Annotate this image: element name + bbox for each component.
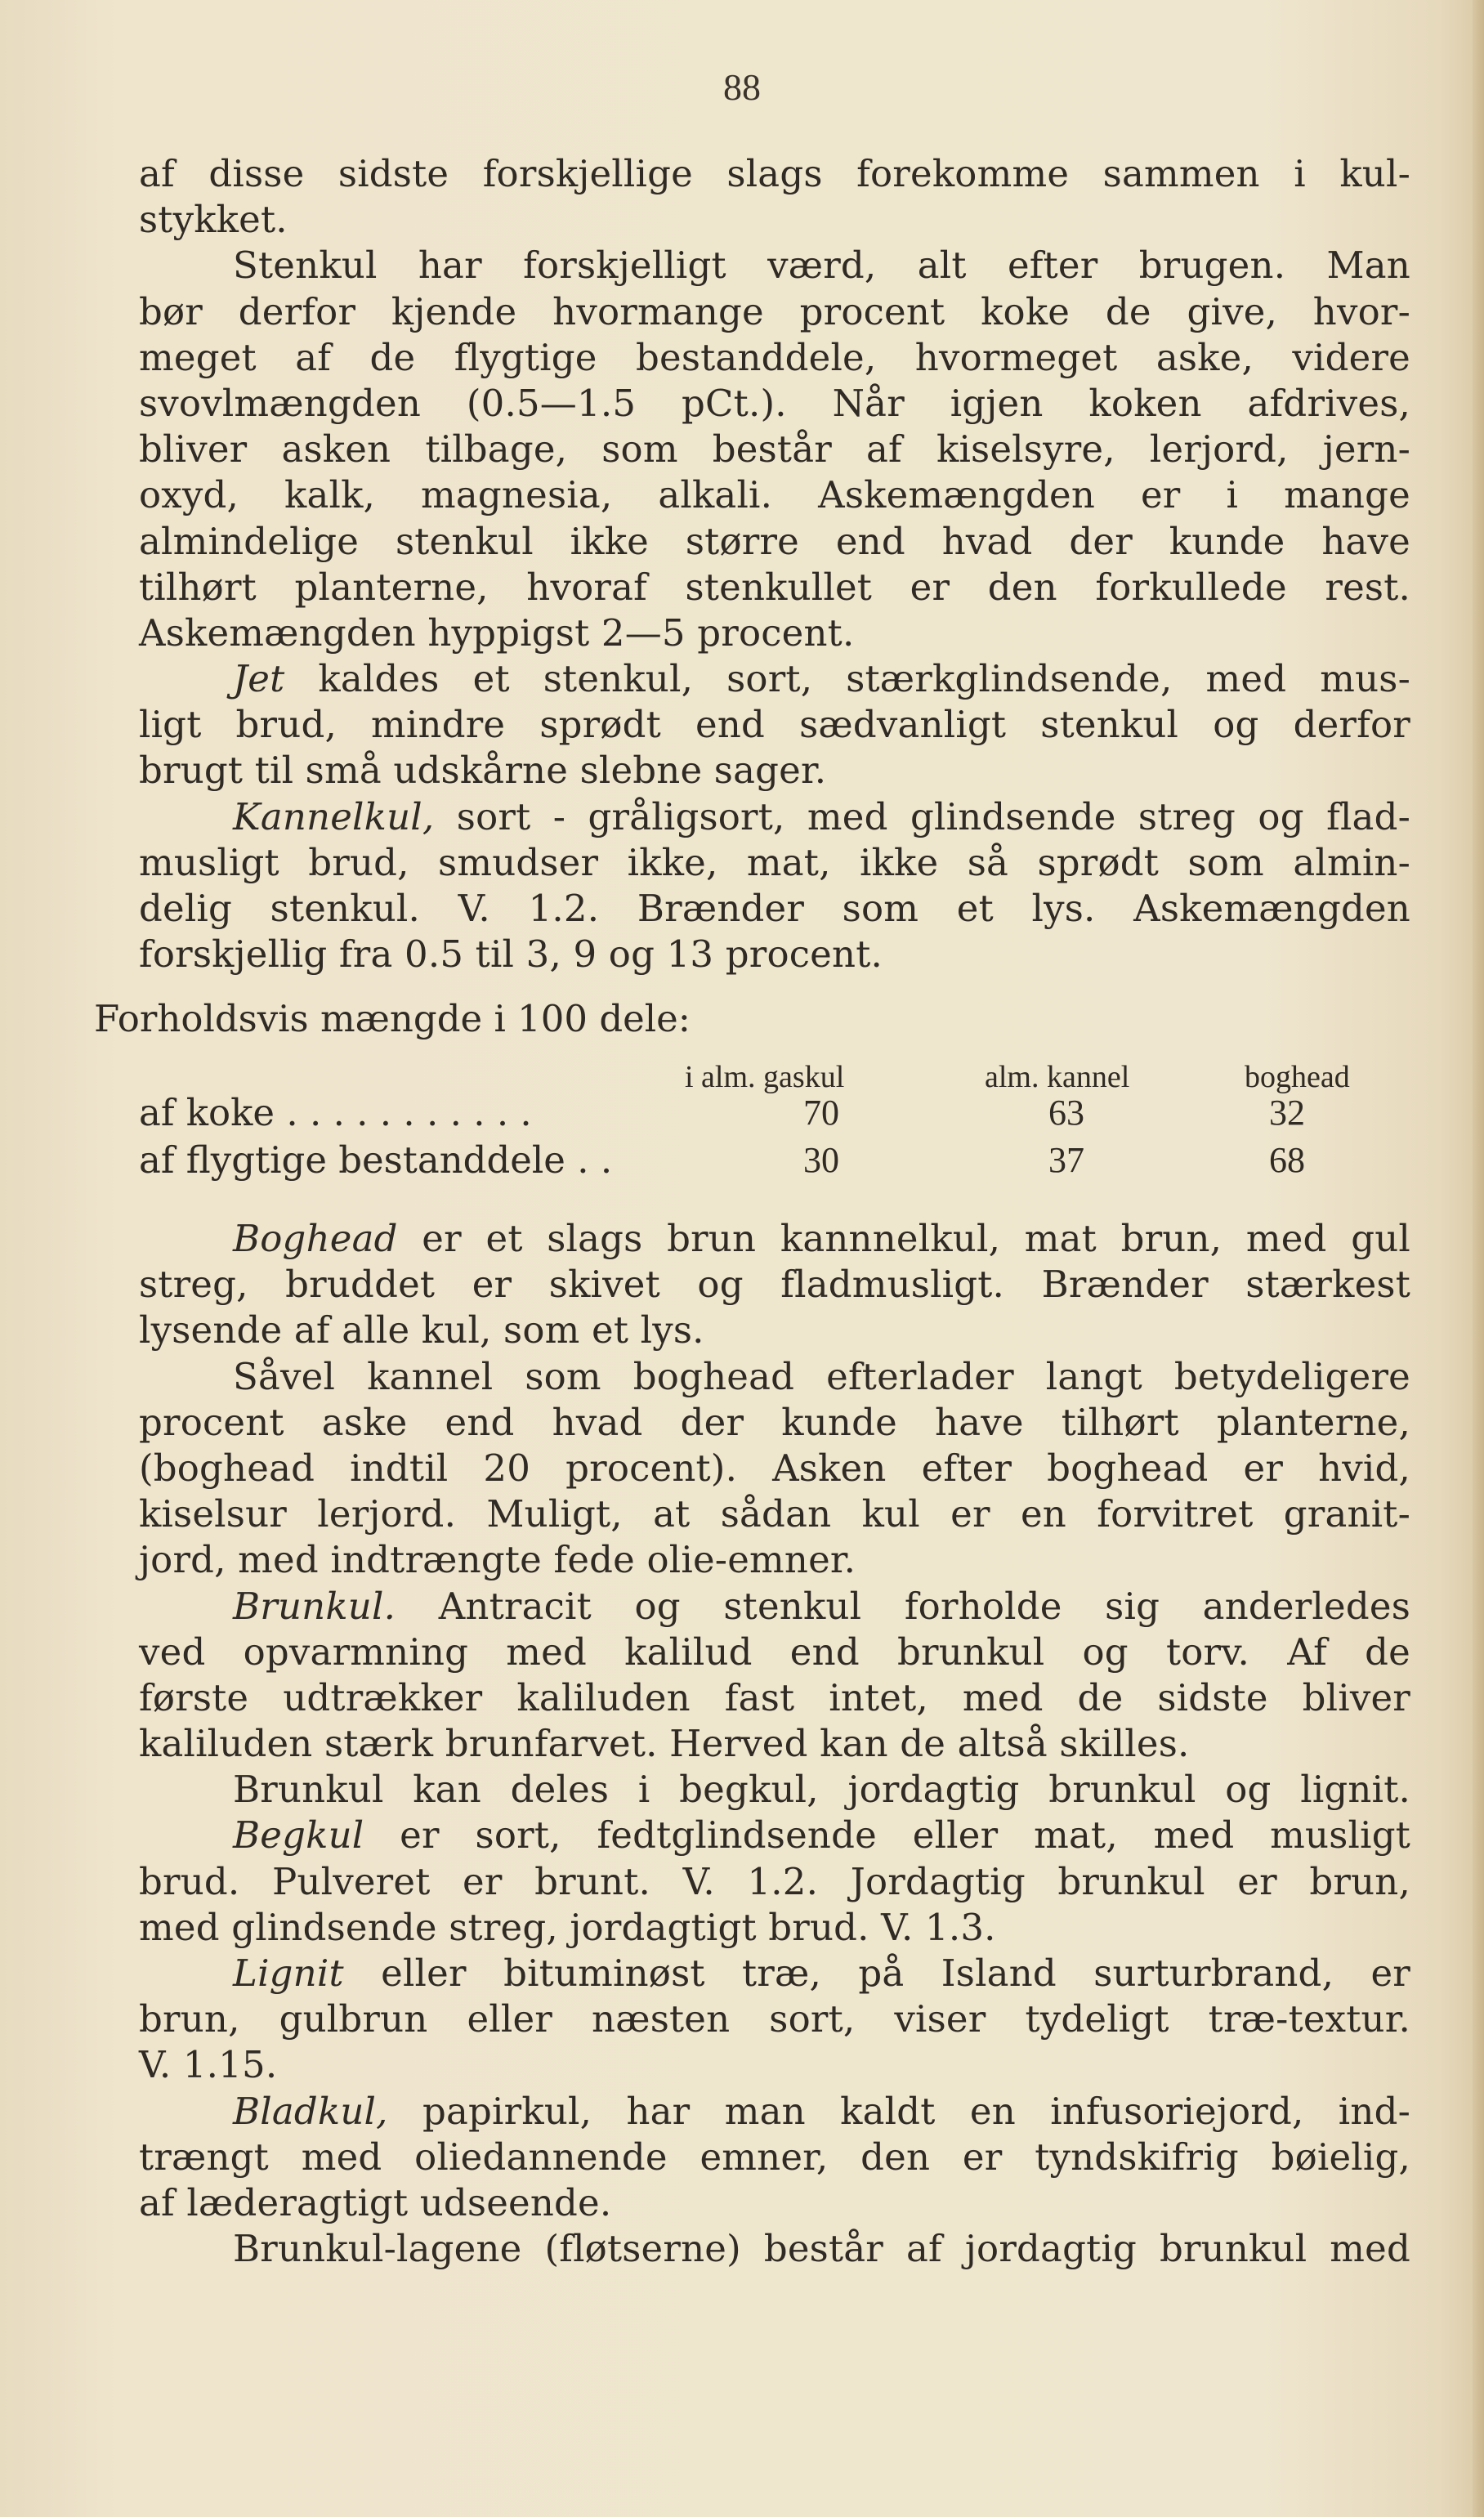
body-text-section-2 <box>139 1216 1410 2272</box>
text-line <box>139 381 1410 427</box>
line-text: Brunkul-lagene (fløtserne) består af jordagtig brunkul med <box>233 2227 1410 2271</box>
text-line <box>139 472 1410 518</box>
line-text: trængt med oliedannende emner, den er tyndskifrig bøielig, <box>139 2135 1410 2179</box>
line-text: bør derfor kjende hvormange procent koke de give, hvor- <box>139 289 1410 333</box>
text-line <box>139 2135 1410 2180</box>
text-line <box>139 702 1410 748</box>
text-line <box>139 1308 1410 1353</box>
text-line <box>139 794 1410 840</box>
text-line <box>139 565 1410 610</box>
line-text: brugt til små udskårne slebne sager. <box>139 749 827 793</box>
line-text: kaldes et stenkul, sort, stærkglindsende, med mus- <box>284 657 1410 701</box>
line-text: stykket. <box>139 198 288 242</box>
text-line <box>139 1996 1410 2042</box>
line-text: meget af de flygtige bestanddele, hvormeget aske, videre <box>139 335 1410 379</box>
text-line <box>139 1491 1410 1537</box>
text-line <box>139 1630 1410 1675</box>
italic-term: Kannelkul, <box>233 794 435 838</box>
page-edge <box>1473 0 1484 2517</box>
text-line <box>139 886 1410 932</box>
table-cell: 32 <box>1269 1093 1305 1133</box>
text-line <box>139 1354 1410 1400</box>
table-column-header-boghead: boghead <box>1245 1060 1350 1094</box>
line-text: eller bituminøst træ, på Island surturbrand, er <box>343 1951 1410 1995</box>
text-line <box>139 1584 1410 1630</box>
text-line <box>139 1446 1410 1491</box>
text-line <box>139 1400 1410 1446</box>
line-text: papirkul, har man kaldt en infusoriejord, ind- <box>387 2089 1410 2133</box>
line-text: første udtrækker kaliluden fast intet, med de sidste bliver <box>139 1675 1410 1719</box>
line-text: svovlmængden (0.5—1.5 pCt.). Når igjen koken afdrives, <box>139 381 1410 425</box>
text-line <box>139 2180 1410 2226</box>
line-text: lysende af alle kul, som et lys. <box>139 1308 704 1352</box>
italic-term: Boghead <box>233 1217 398 1260</box>
line-text: Brunkul kan deles i begkul, jordagtig brunkul og lignit. <box>233 1768 1410 1812</box>
text-line <box>139 1262 1410 1308</box>
text-line <box>139 243 1410 288</box>
line-text: Stenkul har forskjelligt værd, alt efter brugen. Man <box>233 244 1410 288</box>
line-text: tilhørt planterne, hvoraf stenkullet er den forkullede rest. <box>139 565 1410 609</box>
text-line <box>139 2089 1410 2135</box>
table-row-label-flygtige: af flygtige bestanddele . . <box>139 1138 613 1182</box>
line-text: Antracit og stenkul forholde sig anderledes <box>396 1584 1410 1628</box>
line-text: kiselsur lerjord. Muligt, at sådan kul er en forvitret granit- <box>139 1492 1410 1536</box>
line-text: er et slags brun kannnelkul, mat brun, med gul <box>397 1217 1410 1260</box>
line-text: af disse sidste forskjellige slags forekomme sammen i kul- <box>139 152 1410 195</box>
line-text: Askemængden hyppigst 2—5 procent. <box>139 610 855 655</box>
text-line <box>139 197 1410 243</box>
line-text: V. 1.15. <box>139 2043 278 2087</box>
line-text: med glindsende streg, jordagtigt brud. V. 1.3. <box>139 1905 996 1949</box>
line-text: bliver asken tilbage, som består af kiselsyre, lerjord, jern- <box>139 427 1410 472</box>
line-text: Såvel kannel som boghead efterlader langt betydeligere <box>233 1354 1410 1398</box>
line-text: streg, bruddet er skivet og fladmusligt. Brænder stærkest <box>139 1263 1410 1307</box>
table-cell: 30 <box>803 1140 839 1180</box>
line-text: er sort, fedtglindsende eller mat, med musligt <box>364 1813 1410 1858</box>
text-line <box>139 1859 1410 1905</box>
table-row-label-koke: af koke . . . . . . . . . . . <box>139 1091 532 1134</box>
text-line <box>139 1675 1410 1721</box>
text-line <box>139 289 1410 335</box>
line-text: oxyd, kalk, magnesia, alkali. Askemængden er i mange <box>139 473 1410 517</box>
text-line <box>139 2042 1410 2088</box>
text-line <box>139 610 1410 656</box>
line-text: procent aske end hvad der kunde have tilhørt planterne, <box>139 1400 1410 1444</box>
text-line <box>139 748 1410 794</box>
table-cell: 70 <box>803 1093 839 1133</box>
table-heading: Forholdsvis mængde i 100 dele: <box>94 997 691 1040</box>
italic-term: Bladkul, <box>233 2089 388 2133</box>
italic-term: Jet <box>233 657 285 701</box>
line-text: brun, gulbrun eller næsten sort, viser tydeligt træ-textur. <box>139 1997 1410 2041</box>
line-text: sort - gråligsort, med glindsende streg og flad- <box>434 794 1410 838</box>
table-column-header-kannel: alm. kannel <box>985 1060 1130 1094</box>
table-cell: 68 <box>1269 1140 1305 1180</box>
line-text: forskjellig fra 0.5 til 3, 9 og 13 procent. <box>139 932 883 977</box>
text-line <box>139 840 1410 886</box>
text-line <box>139 932 1410 977</box>
text-line <box>139 335 1410 381</box>
line-text: ved opvarmning med kalilud end brunkul og torv. Af de <box>139 1630 1410 1674</box>
text-line <box>139 151 1410 197</box>
line-text: kaliluden stærk brunfarvet. Herved kan de altså skilles. <box>139 1722 1190 1766</box>
table-cell: 63 <box>1048 1093 1084 1133</box>
line-text: brud. Pulveret er brunt. V. 1.2. Jordagtig brunkul er brun, <box>139 1859 1410 1903</box>
body-text-section-1 <box>139 151 1410 977</box>
text-line <box>139 1905 1410 1951</box>
text-line <box>139 427 1410 472</box>
line-text: (boghead indtil 20 procent). Asken efter boghead er hvid, <box>139 1446 1410 1490</box>
text-line <box>139 1721 1410 1767</box>
page-number: 88 <box>723 66 761 108</box>
line-text: musligt brud, smudser ikke, mat, ikke så sprødt som almin- <box>139 840 1410 884</box>
text-line <box>139 1216 1410 1262</box>
table-cell: 37 <box>1048 1140 1084 1180</box>
text-line <box>139 519 1410 565</box>
text-line <box>139 1813 1410 1858</box>
italic-term: Begkul <box>233 1813 364 1858</box>
table-column-header-gaskul: i alm. gaskul <box>685 1060 845 1094</box>
text-line <box>139 2226 1410 2272</box>
italic-term: Brunkul. <box>233 1584 396 1628</box>
line-text: af læderagtigt udseende. <box>139 2180 612 2224</box>
text-line <box>139 1951 1410 1996</box>
line-text: ligt brud, mindre sprødt end sædvanligt stenkul og derfor <box>139 703 1410 747</box>
text-line <box>139 656 1410 702</box>
text-line <box>139 1767 1410 1813</box>
italic-term: Lignit <box>233 1951 344 1995</box>
line-text: delig stenkul. V. 1.2. Brænder som et lys. Askemængden <box>139 887 1410 930</box>
text-line <box>139 1537 1410 1583</box>
line-text: almindelige stenkul ikke større end hvad der kunde have <box>139 519 1410 563</box>
line-text: jord, med indtrængte fede olie-emner. <box>139 1538 856 1582</box>
